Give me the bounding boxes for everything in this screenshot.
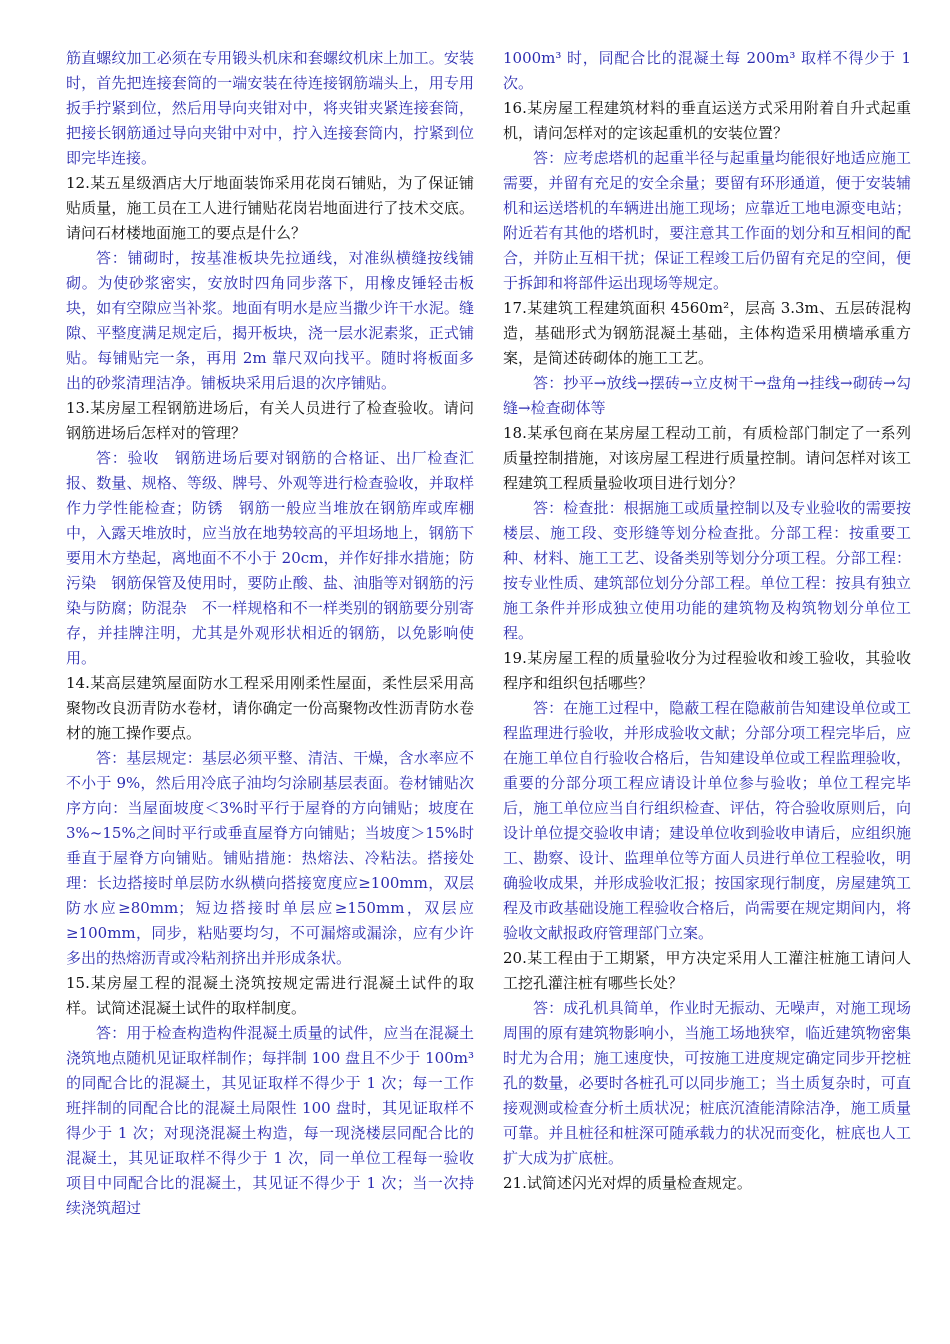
answer-17: 答：抄平→放线→摆砖→立皮树干→盘角→挂线→砌砖→勾缝→检查砌体等 — [503, 374, 911, 417]
paragraph-left-0: 筋直螺纹加工必须在专用锻头机床和套螺纹机床上加工。安装时，首先把连接套筒的一端安装在待连接钢筋端头上，用专用扳手拧紧到位，然后用导向夹钳对中，将夹钳夹紧连接套筒，把接长钢筋通过导向夹钳中对中，拧入连接套筒内，拧紧到位即完毕连接。 — [66, 49, 474, 167]
right-column — [503, 46, 911, 1196]
question-14: 14.某高层建筑屋面防水工程采用刚柔性屋面，柔性层采用高聚物改良沥青防水卷材，请你确定一份高聚物改性沥青防水卷材的施工操作要点。 — [66, 674, 474, 742]
question-13: 13.某房屋工程钢筋进场后，有关人员进行了检查验收。请问钢筋进场后怎样对的管理？ — [66, 399, 474, 442]
question-20: 20.某工程由于工期紧，甲方决定采用人工灌注桩施工请问人工挖孔灌注桩有哪些长处？ — [503, 949, 911, 992]
question-21: 21.试简述闪光对焊的质量检查规定。 — [503, 1174, 752, 1192]
question-15: 15.某房屋工程的混凝土浇筑按规定需进行混凝土试件的取样。试简述混凝土试件的取样制度。 — [66, 974, 474, 1017]
answer-15-continued: 1000m³ 时，同配合比的混凝土每 200m³ 取样不得少于 1 次。 — [503, 49, 911, 92]
answer-12: 答：铺砌时，按基准板块先拉通线，对准纵横缝按线铺砌。为使砂浆密实，安放时四角同步落下，用橡皮锤轻击板块，如有空隙应当补浆。地面有明水是应当撒少许干水泥。缝隙、平整度满足规定后，揭开板块，浇一层水泥素浆，正式铺贴。每铺贴完一条，再用 2m 靠尺双向找平。随时将板面多出的砂浆清理洁净。铺板块采用后退的次序铺贴。 — [66, 249, 474, 392]
question-12: 12.某五星级酒店大厅地面装饰采用花岗石铺贴，为了保证铺贴质量，施工员在工人进行铺贴花岗岩地面进行了技术交底。请问石材楼地面施工的要点是什么？ — [66, 174, 474, 242]
answer-18: 答：检查批：根据施工或质量控制以及专业验收的需要按楼层、施工段、变形缝等划分检查批。分部工程：按重要工种、材料、施工工艺、设备类别等划分分项工程。分部工程：按专业性质、建筑部位划分分部工程。单位工程：按具有独立施工条件并形成独立使用功能的建筑物及构筑物划分单位工程。 — [503, 499, 911, 642]
answer-19: 答：在施工过程中，隐蔽工程在隐蔽前告知建设单位或工程监理进行验收，并形成验收文献；分部分项工程完毕后，应在施工单位自行验收合格后，告知建设单位或工程监理验收，重要的分部分项工程应请设计单位参与验收；单位工程完毕后，施工单位应当自行组织检查、评估，符合验收原则后，向设计单位提交验收申请；建设单位收到验收申请后，应组织施工、勘察、设计、监理单位等方面人员进行单位工程验收，明确验收成果，并形成验收汇报；按国家现行制度，房屋建筑工程及市政基础设施工程验收合格后，尚需要在规定期间内，将验收文献报政府管理部门立案。 — [503, 699, 911, 942]
question-19: 19.某房屋工程的质量验收分为过程验收和竣工验收，其验收程序和组织包括哪些？ — [503, 649, 911, 692]
answer-16: 答：应考虑塔机的起重半径与起重量均能很好地适应施工需要，并留有充足的安全余量；要留有环形通道，便于安装辅机和运送塔机的车辆进出施工现场；应靠近工地电源变电站；附近若有其他的塔机时，要注意其工作面的划分和互相间的配合，并防止互相干扰；保证工程竣工后仍留有充足的空间，便于拆卸和将部件运出现场等规定。 — [503, 149, 911, 292]
answer-13: 答：验收 钢筋进场后要对钢筋的合格证、出厂检查汇报、数量、规格、等级、牌号、外观等进行检查验收，并取样作力学性能检查；防锈 钢筋一般应当堆放在钢筋库或库棚中，入露天堆放时，应当放在地势较高的平坦场地上，钢筋下要用木方垫起，离地面不不小于 20cm，并作好排水措施；防污染 钢筋保管及使用时，要防止酸、盐、油脂等对钢筋的污染与防腐；防混杂 不一样规格和不一样类别的钢筋要分别寄存，并挂牌注明，尤其是外观形状相近的钢筋，以免影响使用。 — [66, 449, 474, 667]
question-17: 17.某建筑工程建筑面积 4560m²，层高 3.3m、五层砖混构造，基础形式为钢筋混凝土基础，主体构造采用横墙承重方案，是简述砖砌体的施工工艺。 — [503, 299, 911, 367]
answer-14: 答：基层规定：基层必须平整、清洁、干燥，含水率应不不小于 9%，然后用冷底子油均匀涂刷基层表面。卷材铺贴次序方向：当屋面坡度＜3%时平行于屋脊的方向铺贴；坡度在 3%~15%之间时平行或垂直屋脊方向铺贴；当坡度＞15%时垂直于屋脊方向铺贴。铺贴措施：热熔法、冷粘法。搭接处理：长边搭接时单层防水纵横向搭接宽度应≥100mm，双层防水应≥80mm；短边搭接时单层应≥150mm，双层应≥100mm，同步，粘贴要均匀，不可漏熔或漏涂，应有少许多出的热熔沥青或冷粘剂挤出并形成条状。 — [66, 749, 474, 967]
left-column — [66, 46, 474, 1221]
answer-15: 答：用于检查构造构件混凝土质量的试件，应当在混凝土浇筑地点随机见证取样制作；每拌制 100 盘且不少于 100m³ 的同配合比的混凝土，其见证取样不得少于 1 次；每一工作班拌制的同配合比的混凝土局限性 100 盘时，其见证取样不得少于 1 次；对现浇混凝土构造，每一现浇楼层同配合比的混凝土，其见证取样不得少于 1 次，同一单位工程每一验收项目中同配合比的混凝土，其见证不得少于 1 次；当一次持续浇筑超过 — [66, 1024, 474, 1217]
question-16: 16.某房屋工程建筑材料的垂直运送方式采用附着自升式起重机，请问怎样对的定该起重机的安装位置？ — [503, 99, 911, 142]
answer-20: 答：成孔机具简单，作业时无振动、无噪声，对施工现场周围的原有建筑物影响小，当施工场地狭窄，临近建筑物密集时尤为合用；施工速度快，可按施工进度规定确定同步开挖桩孔的数量，必要时各桩孔可以同步施工；当土质复杂时，可直接观测或检查分析土质状况；桩底沉渣能清除洁净，施工质量可靠。并且桩径和桩深可随承载力的状况而变化，桩底也人工扩大成为扩底桩。 — [503, 999, 911, 1167]
question-18: 18.某承包商在某房屋工程动工前，有质检部门制定了一系列质量控制措施，对该房屋工程进行质量控制。请问怎样对该工程建筑工程质量验收项目进行划分？ — [503, 424, 911, 492]
